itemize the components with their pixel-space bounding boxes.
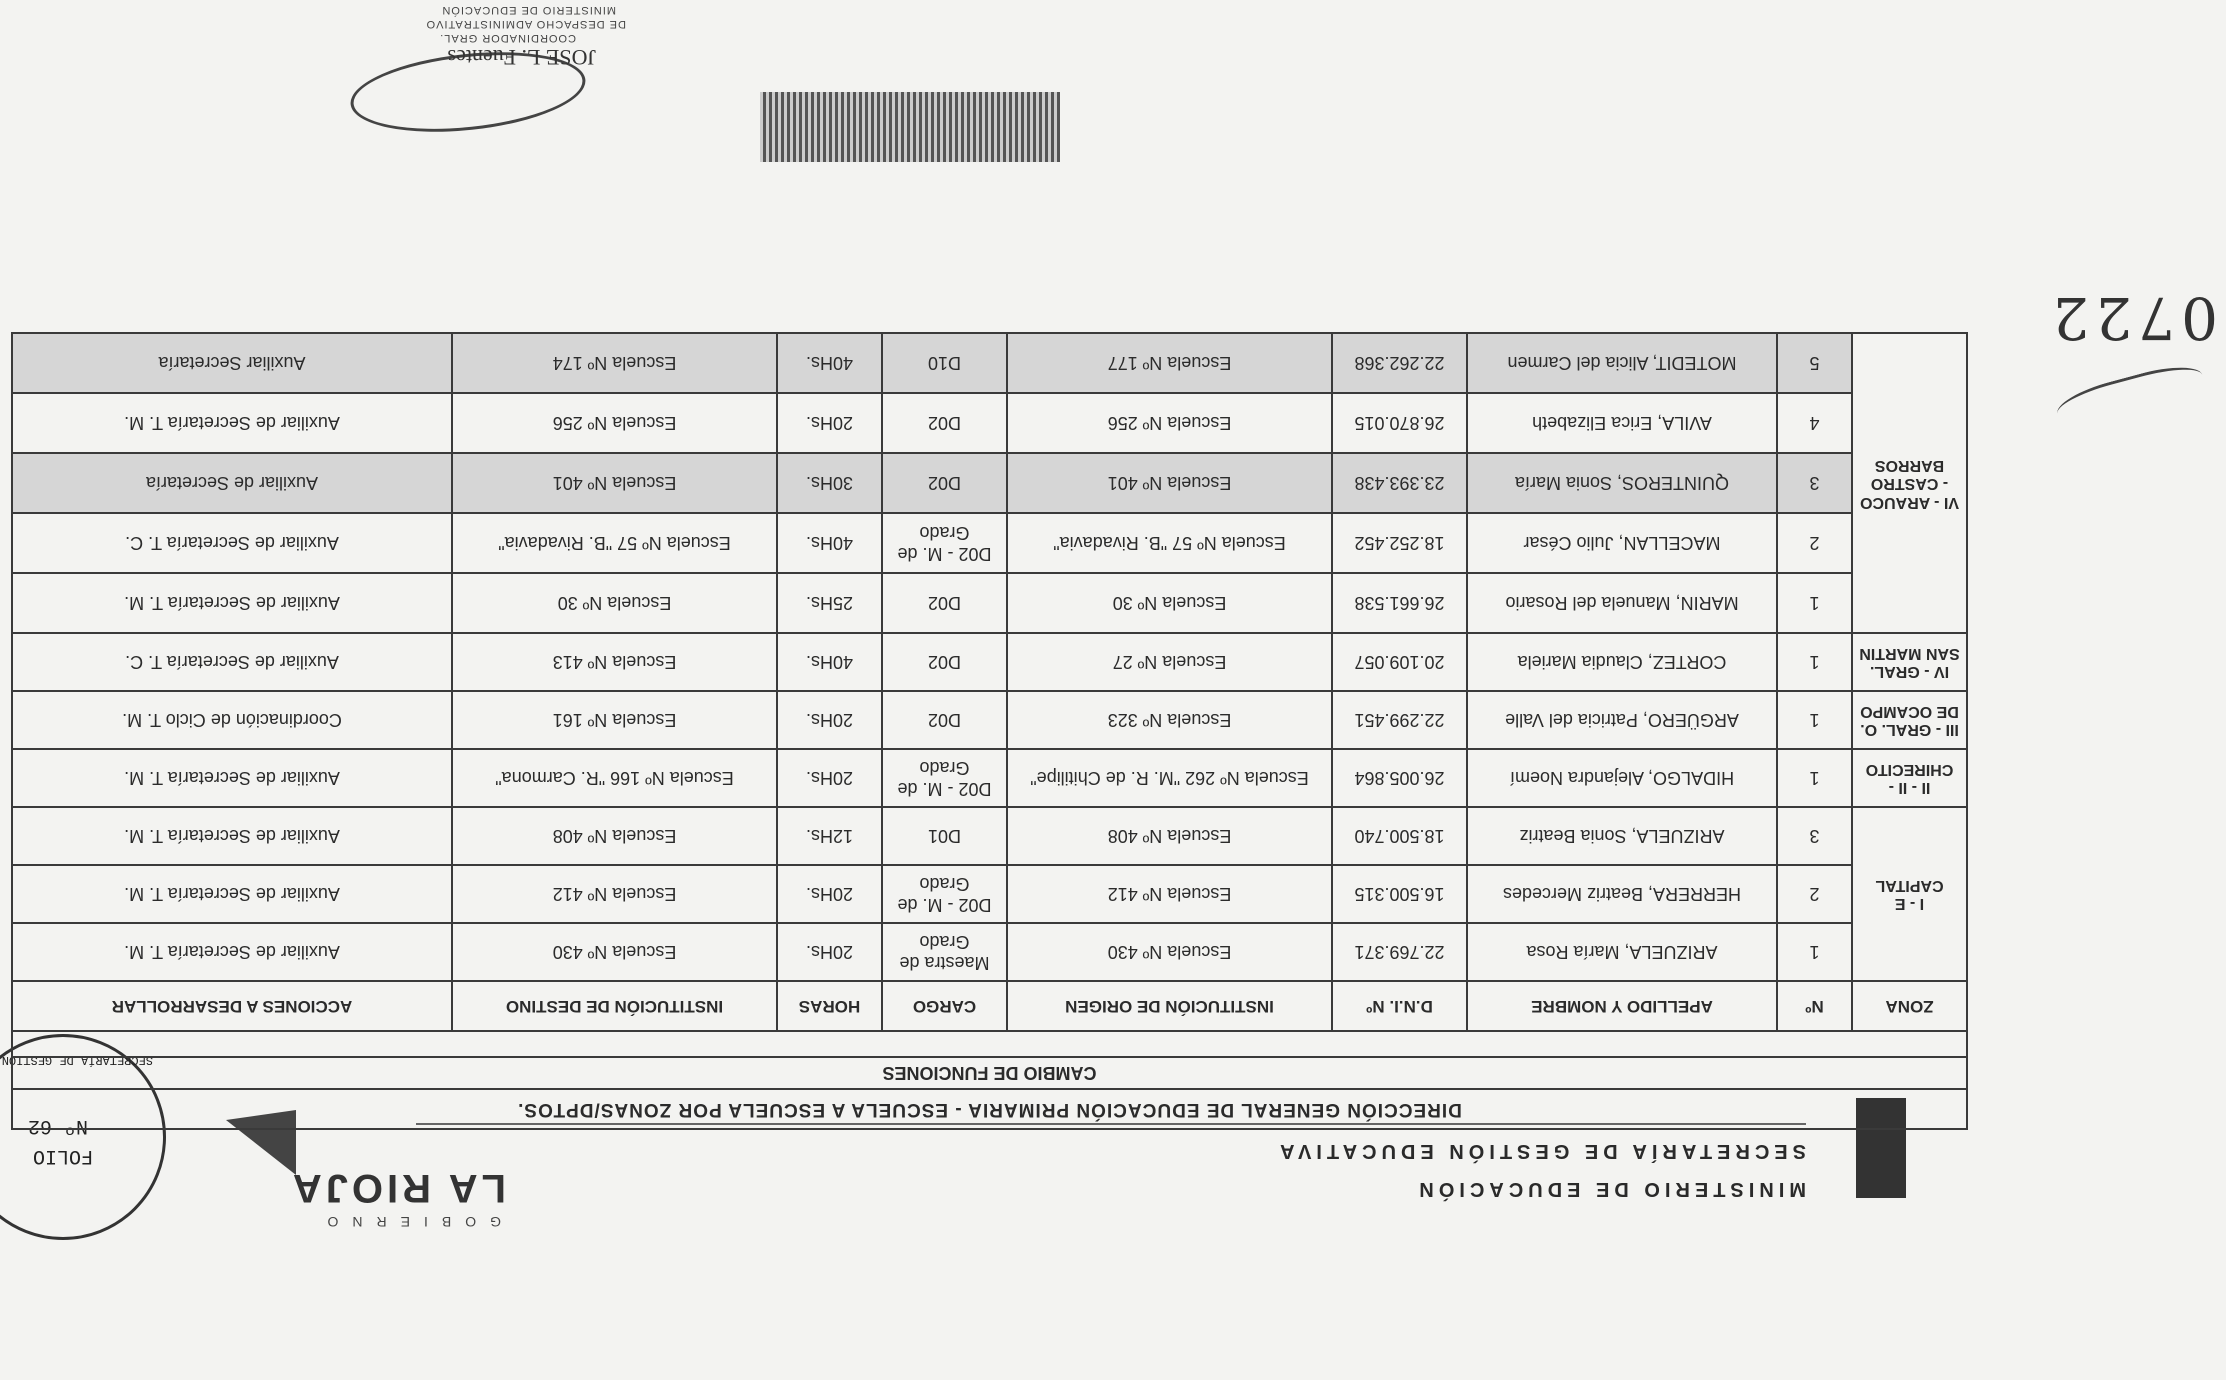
origin-institution-cell: Escuela Nº 27 [1007, 633, 1332, 691]
position-cell: D02 - M. de Grado [882, 865, 1007, 923]
origin-institution-cell: Escuela Nº 408 [1007, 807, 1332, 865]
destination-institution-cell: Escuela Nº 256 [452, 393, 777, 453]
assigned-action-cell: Auxiliar Secretaría [12, 333, 452, 393]
folio-number: Nº 62 [27, 1114, 88, 1137]
signatory-line-3: MINISTERIO DE EDUCACIÓN [441, 4, 616, 16]
table-title: DIRECCIÓN GENERAL DE EDUCACIÓN PRIMARIA - ESCUELA A ESCUELA POR ZONAS/DPTOS. [12, 1089, 1967, 1129]
origin-institution-cell: Escuela Nº 177 [1007, 333, 1332, 393]
table-row [12, 393, 1967, 453]
origin-institution-cell: Escuela Nº 323 [1007, 691, 1332, 749]
spacer-row [12, 1031, 1967, 1057]
hours-cell: 40Hs. [777, 333, 882, 393]
hours-cell: 20Hs. [777, 749, 882, 807]
column-header-actions: ACCIONES A DESARROLLAR [12, 981, 452, 1031]
employee-name-cell: ARIZUELA, Sonia Beatriz [1467, 807, 1777, 865]
table-row [12, 865, 1967, 923]
row-number-cell: 1 [1777, 633, 1852, 691]
signatory-line-1: COORDINADOR GRAL. [439, 32, 576, 44]
row-number-cell: 2 [1777, 865, 1852, 923]
dni-number-cell: 22.769.371 [1332, 923, 1467, 981]
signatory-line-2: DE DESPACHO ADMINISTRATIVO [425, 18, 626, 30]
employee-name-cell: HERRERA, Beatriz Mercedes [1467, 865, 1777, 923]
table-row [12, 749, 1967, 807]
hours-cell: 40Hs. [777, 633, 882, 691]
zone-cell: III - GRAL. O. DE OCAMPO [1852, 691, 1967, 749]
row-number-cell: 4 [1777, 393, 1852, 453]
hours-cell: 20Hs. [777, 865, 882, 923]
destination-institution-cell: Escuela Nº 161 [452, 691, 777, 749]
column-header-origin: INSTITUCIÓN DE ORIGEN [1007, 981, 1332, 1031]
column-header-cargo: CARGO [882, 981, 1007, 1031]
handwritten-scribble [2053, 358, 2209, 438]
column-header-zona: ZONA [1852, 981, 1967, 1031]
position-cell: D02 - M. de Grado [882, 513, 1007, 573]
position-cell: D02 [882, 453, 1007, 513]
hours-cell: 20Hs. [777, 691, 882, 749]
hours-cell: 25Hs. [777, 573, 882, 633]
zone-cell: VI - ARAUCO - CASTRO BARROS [1852, 333, 1967, 633]
dni-number-cell: 18.500.740 [1332, 807, 1467, 865]
folio-ring-text: SECRETARÍA DE GESTIÓN [1, 1053, 153, 1067]
origin-institution-cell: Escuela Nº 256 [1007, 393, 1332, 453]
cambio-de-funciones-table [11, 332, 1968, 1130]
logo-subtitle: GOBIERNO [313, 1214, 501, 1230]
employee-name-cell: MOTEDIT, Alicia del Carmen [1467, 333, 1777, 393]
position-cell: D02 [882, 691, 1007, 749]
position-cell: D02 [882, 573, 1007, 633]
table-row [12, 333, 1967, 393]
column-header-dni: D.N.I. Nº [1332, 981, 1467, 1031]
origin-institution-cell: Escuela Nº 401 [1007, 453, 1332, 513]
dni-number-cell: 18.252.452 [1332, 513, 1467, 573]
assigned-action-cell: Auxiliar de Secretaría [12, 453, 452, 513]
assigned-action-cell: Auxiliar de Secretaría T. M. [12, 573, 452, 633]
destination-institution-cell: Escuela Nº 401 [452, 453, 777, 513]
handwritten-number: 0722 [2046, 284, 2218, 352]
employee-name-cell: ARIZUELA, María Rosa [1467, 923, 1777, 981]
position-cell: Maestra de Grado [882, 923, 1007, 981]
origin-institution-cell: Escuela Nº 262 "M. R. de Chitilipe" [1007, 749, 1332, 807]
employee-name-cell: CORTEZ, Claudia Mariela [1467, 633, 1777, 691]
destination-institution-cell: Escuela Nº 430 [452, 923, 777, 981]
table-row [12, 807, 1967, 865]
table-row [12, 923, 1967, 981]
employee-name-cell: MARIN, Manuela del Rosario [1467, 573, 1777, 633]
column-header-number: Nº [1777, 981, 1852, 1031]
dni-number-cell: 26.005.864 [1332, 749, 1467, 807]
origin-institution-cell: Escuela Nº 412 [1007, 865, 1332, 923]
row-number-cell: 1 [1777, 691, 1852, 749]
logo-wordmark: LA RIOJA [288, 1166, 506, 1210]
zone-cell: IV - GRAL. SAN MARTIN [1852, 633, 1967, 691]
column-header-destination: INSTITUCIÓN DE DESTINO [452, 981, 777, 1031]
hours-cell: 12Hs. [777, 807, 882, 865]
position-cell: D02 - M. de Grado [882, 749, 1007, 807]
hours-cell: 20Hs. [777, 393, 882, 453]
secretariat-name: SECRETARÍA DE GESTIÓN EDUCATIVA [1275, 1140, 1806, 1162]
received-stamp [760, 92, 1060, 162]
column-header-name: APELLIDO Y NOMBRE [1467, 981, 1777, 1031]
assigned-action-cell: Auxiliar de Secretaría T. M. [12, 865, 452, 923]
destination-institution-cell: Escuela Nº 412 [452, 865, 777, 923]
row-number-cell: 1 [1777, 749, 1852, 807]
signatory-name: JOSE L. Fuentes [447, 45, 596, 70]
assigned-action-cell: Auxiliar de Secretaría T. M. [12, 393, 452, 453]
row-number-cell: 1 [1777, 573, 1852, 633]
assigned-action-cell: Auxiliar de Secretaría T. M. [12, 749, 452, 807]
employee-name-cell: QUINTEROS, Sonia María [1467, 453, 1777, 513]
hours-cell: 30Hs. [777, 453, 882, 513]
dni-number-cell: 23.393.438 [1332, 453, 1467, 513]
assigned-action-cell: Auxiliar de Secretaría T. C. [12, 633, 452, 691]
hours-cell: 20Hs. [777, 923, 882, 981]
destination-institution-cell: Escuela Nº 413 [452, 633, 777, 691]
position-cell: D02 [882, 633, 1007, 691]
header-row [12, 981, 1967, 1031]
origin-institution-cell: Escuela Nº 30 [1007, 573, 1332, 633]
column-header-hours: HORAS [777, 981, 882, 1031]
table-row [12, 573, 1967, 633]
hours-cell: 40Hs. [777, 513, 882, 573]
origin-institution-cell: Escuela Nº 430 [1007, 923, 1332, 981]
table-row [12, 691, 1967, 749]
ministry-name: MINISTERIO DE EDUCACIÓN [1414, 1178, 1806, 1200]
destination-institution-cell: Escuela Nº 408 [452, 807, 777, 865]
position-cell: D02 [882, 393, 1007, 453]
dni-number-cell: 16.500.315 [1332, 865, 1467, 923]
destination-institution-cell: Escuela Nº 166 "R. Carmona" [452, 749, 777, 807]
employee-name-cell: HIDALGO, Alejandra Noemí [1467, 749, 1777, 807]
origin-institution-cell: Escuela Nº 57 "B. Rivadavia" [1007, 513, 1332, 573]
table-row [12, 453, 1967, 513]
dni-number-cell: 26.870.015 [1332, 393, 1467, 453]
assigned-action-cell: Auxiliar de Secretaría T. M. [12, 923, 452, 981]
assigned-action-cell: Coordinación de Ciclo T. M. [12, 691, 452, 749]
row-number-cell: 3 [1777, 453, 1852, 513]
row-number-cell: 3 [1777, 807, 1852, 865]
dni-number-cell: 22.262.368 [1332, 333, 1467, 393]
destination-institution-cell: Escuela Nº 57 "B. Rivadavia" [452, 513, 777, 573]
position-cell: D01 [882, 807, 1007, 865]
dni-number-cell: 22.299.451 [1332, 691, 1467, 749]
assigned-action-cell: Auxiliar de Secretaría T. C. [12, 513, 452, 573]
row-number-cell: 2 [1777, 513, 1852, 573]
position-cell: D10 [882, 333, 1007, 393]
zone-cell: II - II - CHIRECITO [1852, 749, 1967, 807]
table-row [12, 633, 1967, 691]
employee-name-cell: MACELLAN, Julio César [1467, 513, 1777, 573]
row-number-cell: 5 [1777, 333, 1852, 393]
employee-name-cell: AVILA, Erica Elizabeth [1467, 393, 1777, 453]
dni-number-cell: 26.661.538 [1332, 573, 1467, 633]
zone-cell: I - E CAPITAL [1852, 807, 1967, 981]
row-number-cell: 1 [1777, 923, 1852, 981]
destination-institution-cell: Escuela Nº 30 [452, 573, 777, 633]
table-row [12, 513, 1967, 573]
assigned-action-cell: Auxiliar de Secretaría T. M. [12, 807, 452, 865]
folio-label: FOLIO [32, 1144, 93, 1167]
dni-number-cell: 20.109.057 [1332, 633, 1467, 691]
destination-institution-cell: Escuela Nº 174 [452, 333, 777, 393]
table-subtitle: CAMBIO DE FUNCIONES [12, 1057, 1967, 1089]
employee-name-cell: ARGÜERO, Patricia del Valle [1467, 691, 1777, 749]
